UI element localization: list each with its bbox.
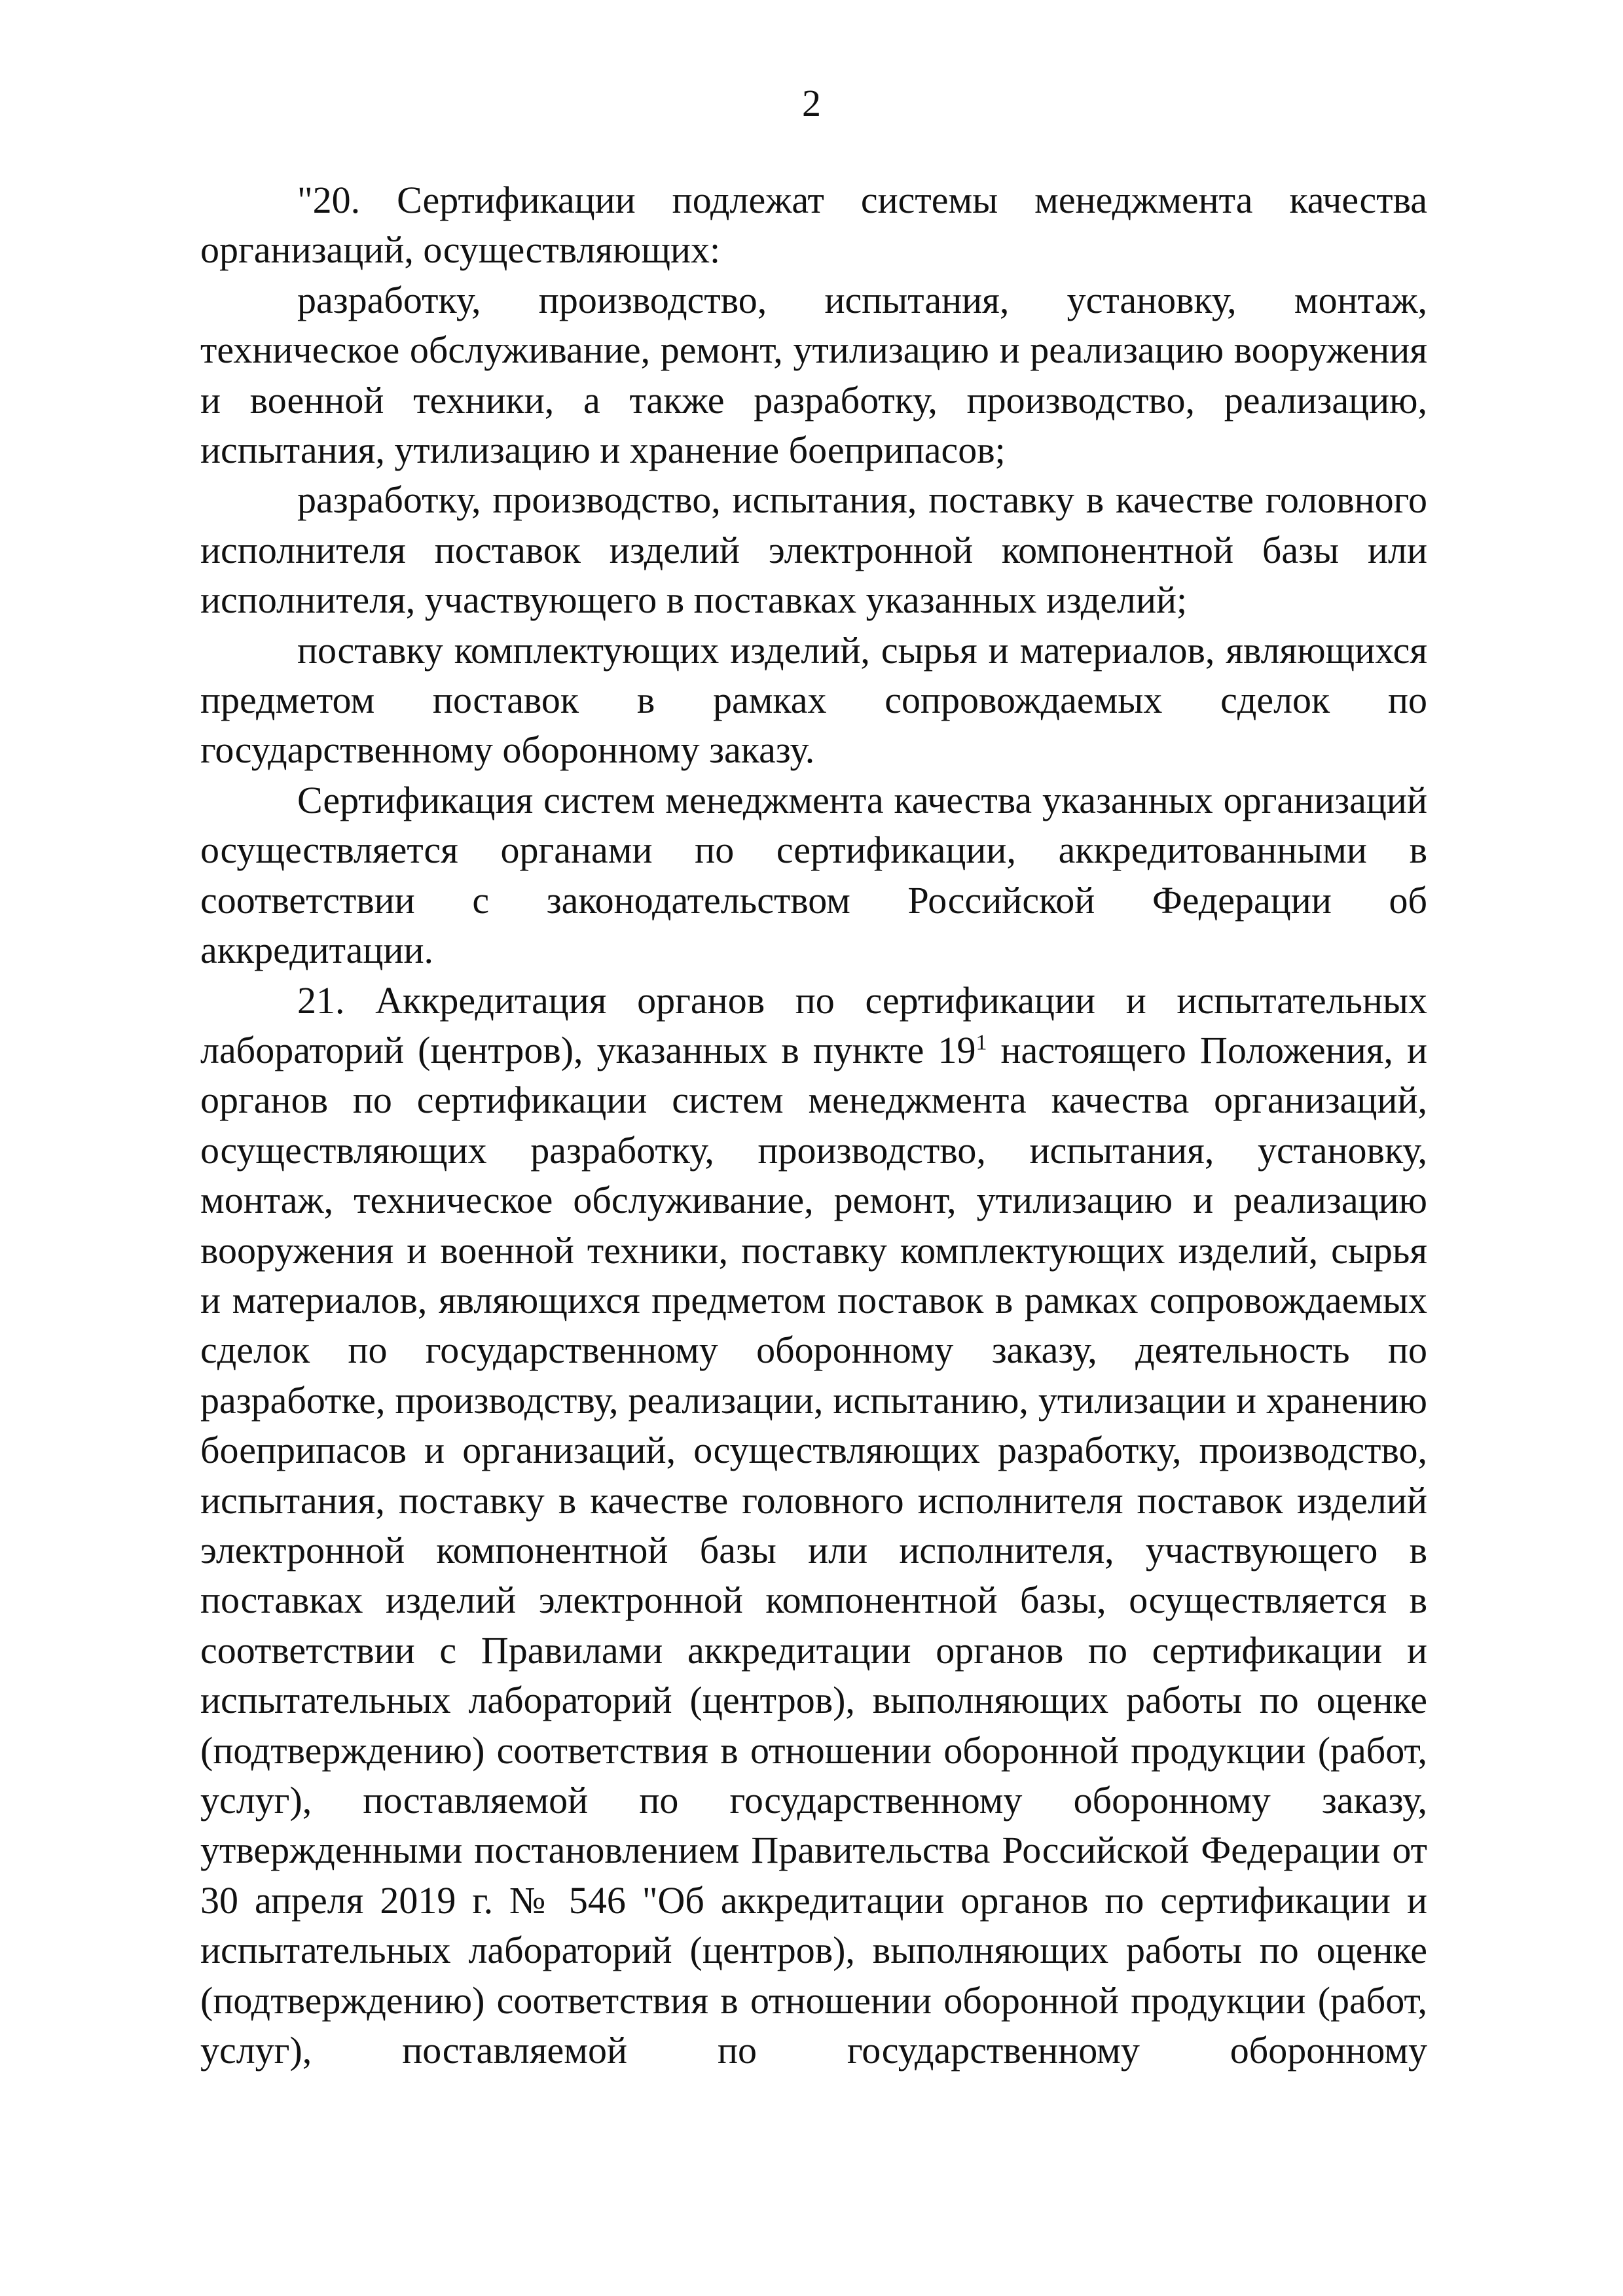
- paragraph-21: [200, 976, 1427, 2076]
- paragraph-21-text-start: 21. Аккредитация органов по сертификации и испытательных лабораторий (центров), указанных в пункте 19: [200, 978, 1427, 1071]
- page-number: 2: [802, 82, 821, 124]
- document-body: [200, 175, 1427, 2075]
- paragraph-20-item-weapons: разработку, производство, испытания, установку, монтаж, техническое обслуживание, ремонт, утилизацию и реализацию вооружения и военной техники, а также разработку, производство, реализацию, испытания, утилизацию и хранение боеприпасов;: [200, 278, 1427, 472]
- paragraph-21-superscript: 1: [976, 1030, 987, 1055]
- paragraph-21-text-end: настоящего Положения, и органов по сертификации систем менеджмента качества организаций, осуществляющих разработку, производство, испытания, установку, монтаж, техническое обслуживание, ремонт, утилизацию и реализацию вооружения и военной техники, поставку комплектующих изделий, сырья и материалов, являющихся предметом поставок в рамках сопровождаемых сделок по государственному оборонному заказу, деятельность по разработке, производству, реализации, испытанию, утилизации и хранению боеприпасов и организаций, осуществляющих разработку, производство, испытания, поставку в качестве головного исполнителя поставок изделий электронной компонентной базы или исполнителя, участвующего в поставках изделий электронной компонентной базы, осуществляется в соответствии с Правилами аккредитации органов по сертификации и испытательных лабораторий (центров), выполняющих работы по оценке (подтверждению) соответствия в отношении оборонной продукции (работ, услуг), поставляемой по государственному оборонному заказу, утвержденными постановлением Правительства Российской Федерации от 30 апреля 2019 г. № 546 "Об аккредитации органов по сертификации и испытательных лабораторий (центров), выполняющих работы по оценке (подтверждению) соответствия в отношении оборонной продукции (работ, услуг), поставляемой по государственному оборонному: [200, 1028, 1427, 2072]
- paragraph-20-item-supply: поставку комплектующих изделий, сырья и материалов, являющихся предметом поставок в рамках сопровождаемых сделок по государственному оборонному заказу.: [200, 628, 1427, 772]
- paragraph-20-item-electronics: разработку, производство, испытания, поставку в качестве головного исполнителя поставок изделий электронной компонентной базы или исполнителя, участвующего в поставках указанных изделий;: [200, 478, 1427, 622]
- paragraph-20-certification: Сертификация систем менеджмента качества указанных организаций осуществляется органами по сертификации, аккредитованными в соответствии с законодательством Российской Федерации об аккредитации.: [200, 778, 1427, 972]
- paragraph-20-intro: "20. Сертификации подлежат системы менеджмента качества организаций, осуществляющих:: [200, 179, 1427, 272]
